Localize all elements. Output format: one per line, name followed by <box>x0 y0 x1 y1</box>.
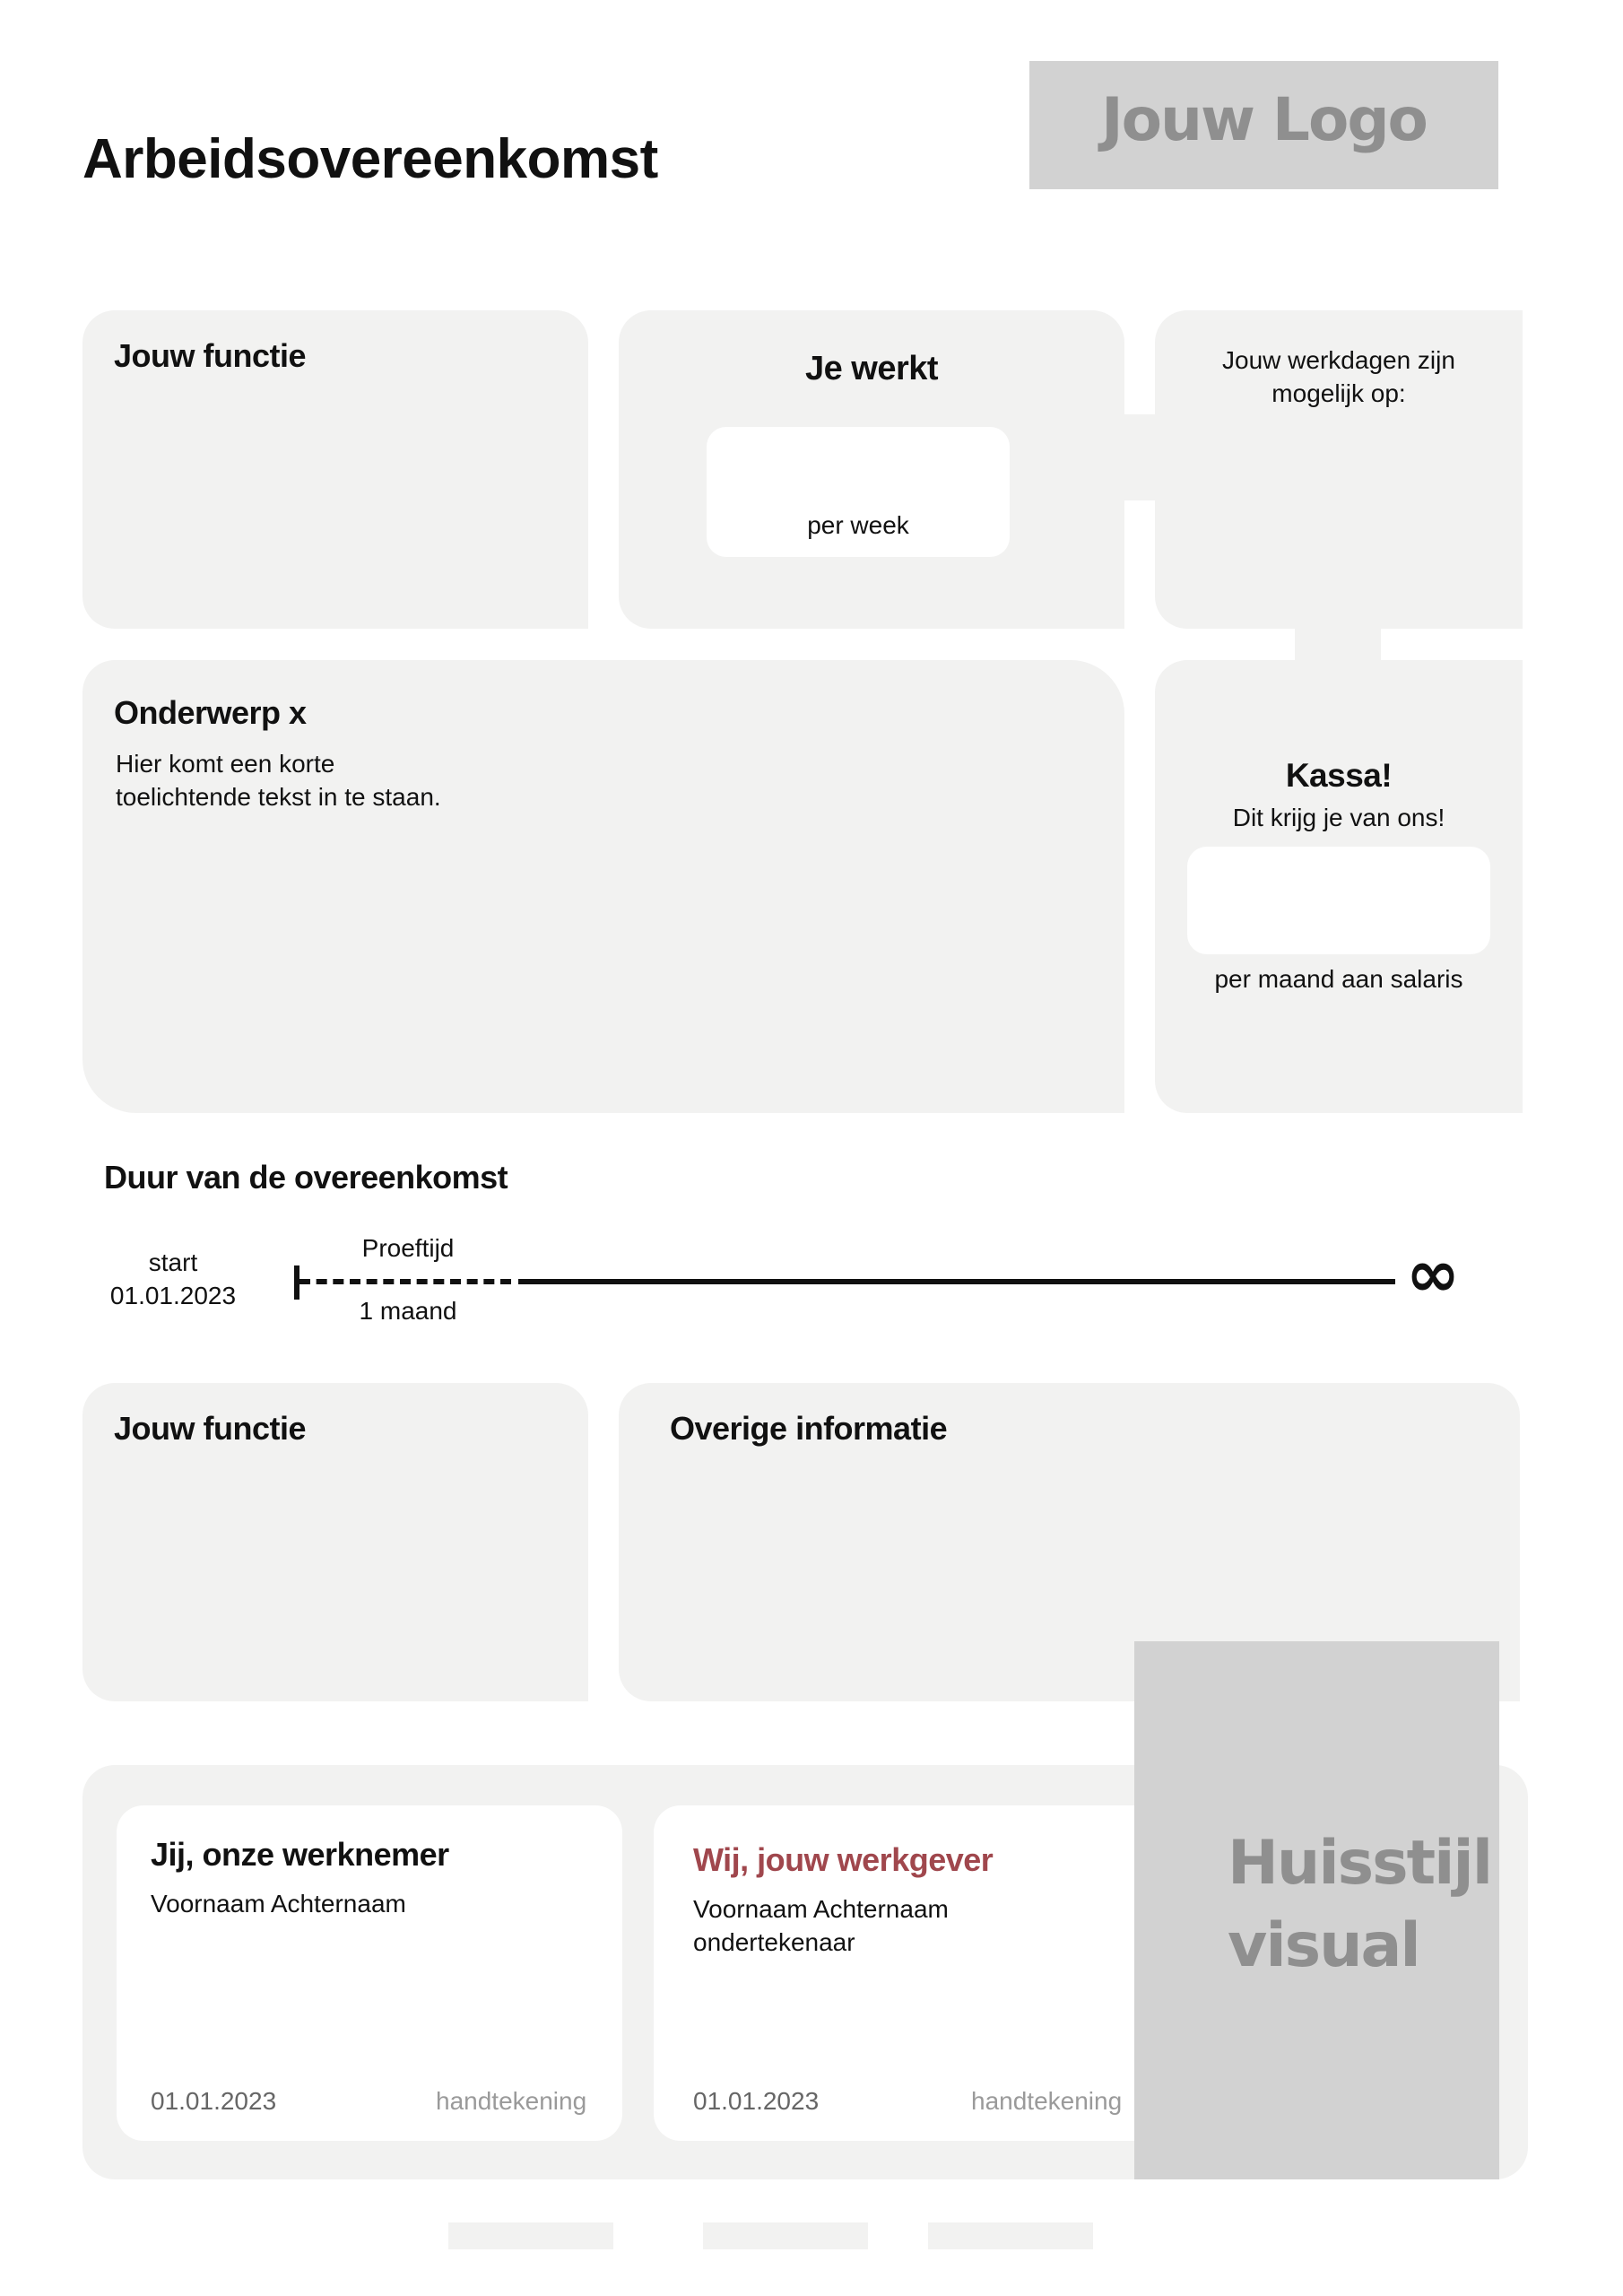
trial-label: Proeftijd <box>361 1234 455 1262</box>
logo-placeholder <box>1029 61 1498 189</box>
salary-subtitle: Dit krijg je van ons! <box>1232 804 1445 831</box>
footer-bar <box>448 2222 613 2249</box>
employer-signature-field[interactable]: handtekening <box>971 2087 1123 2115</box>
function-card-2 <box>82 1383 588 1701</box>
connector-vertical <box>1295 626 1381 662</box>
subject-card <box>82 660 1124 1113</box>
employee-signature-field[interactable]: handtekening <box>436 2087 587 2115</box>
hours-per-week-field[interactable] <box>707 427 1010 557</box>
workdays-text-2: mogelijk op: <box>1271 379 1406 407</box>
salary-unit-label: per maand aan salaris <box>1214 965 1463 993</box>
employer-sign-title: Wij, jouw werkgever <box>693 1841 994 1878</box>
hours-unit-label: per week <box>807 511 909 539</box>
start-date: 01.01.2023 <box>109 1282 237 1309</box>
duration-title: Duur van de overeenkomst <box>104 1159 508 1196</box>
infinity-icon: ∞ <box>1406 1236 1460 1311</box>
other-info-title: Overige informatie <box>670 1410 948 1447</box>
timeline-trial-dashes <box>299 1279 511 1284</box>
trial-length: 1 maand <box>359 1297 457 1325</box>
workdays-card <box>1155 310 1523 629</box>
employer-sign-card <box>654 1805 1159 2141</box>
employee-name: Voornaam Achternaam <box>151 1890 406 1918</box>
logo-text: Jouw Logo <box>1101 85 1427 154</box>
function-card <box>82 310 588 629</box>
employee-date: 01.01.2023 <box>151 2087 277 2115</box>
brand-visual-placeholder <box>1134 1641 1499 2179</box>
start-label: start <box>148 1248 198 1276</box>
subject-desc-2: toelichtende tekst in te staan. <box>116 783 441 811</box>
salary-card <box>1155 660 1523 1113</box>
function-card-title: Jouw functie <box>114 337 307 374</box>
connector-horizontal <box>1121 414 1157 500</box>
timeline-line <box>518 1279 1395 1284</box>
brand-visual-line-2: visual <box>1228 1910 1419 1981</box>
workdays-text-1: Jouw werkdagen zijn <box>1222 346 1455 374</box>
brand-visual-line-1: Huisstijl <box>1228 1828 1492 1899</box>
salary-amount-field[interactable] <box>1187 847 1490 954</box>
footer-bar <box>928 2222 1093 2249</box>
employee-sign-title: Jij, onze werknemer <box>151 1836 449 1873</box>
page-title: Arbeidsovereenkomst <box>82 128 658 190</box>
salary-title: Kassa! <box>1285 757 1393 794</box>
employer-role: ondertekenaar <box>693 1928 855 1956</box>
work-hours-card <box>619 310 1124 629</box>
employer-date: 01.01.2023 <box>693 2087 820 2115</box>
employer-name: Voornaam Achternaam <box>693 1895 949 1923</box>
function-card-2-title: Jouw functie <box>114 1410 307 1447</box>
subject-title: Onderwerp x <box>114 694 307 731</box>
employee-sign-card <box>117 1805 622 2141</box>
subject-desc-1: Hier komt een korte <box>116 750 335 778</box>
work-hours-title: Je werkt <box>804 350 939 387</box>
footer-bar <box>703 2222 868 2249</box>
